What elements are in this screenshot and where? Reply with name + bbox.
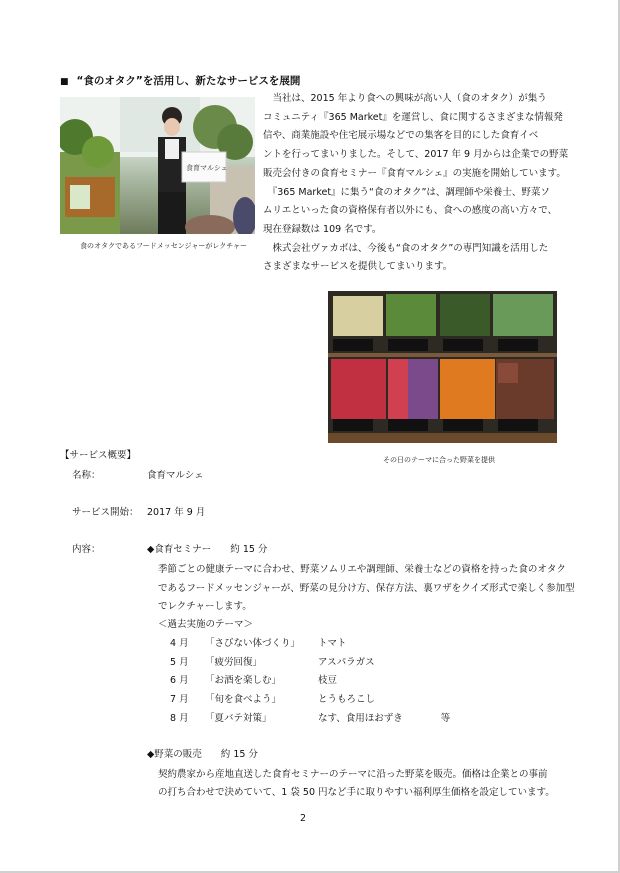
intro-line: 『365 Market』に集う“食のオタク”は、調理師や栄養士、野菜ソ xyxy=(263,186,550,198)
theme-month: 5 月 xyxy=(170,657,189,668)
intro-line: さまざまなサービスを提供してまいります。 xyxy=(263,261,453,273)
presenter-photo-caption: 食のオタクであるフードメッセンジャーがレクチャー xyxy=(80,242,248,250)
intro-line: ントを行ってまいりました。そして、2017 年 9 月からは企業での野菜 xyxy=(263,149,569,161)
seminar-desc-line: であるフードメッセンジャーが、野菜の見分け方、保存方法、裏ワザをクイズ形式で楽しく参加型 xyxy=(158,583,575,594)
theme-vegetable: アスパラガス xyxy=(318,657,375,668)
intro-line: 株式会社ヴァカボは、今後も“食のオタク”の専門知識を活用した xyxy=(263,242,549,254)
theme-month: 6 月 xyxy=(170,675,189,686)
past-themes-label: ＜過去実施のテーマ＞ xyxy=(158,619,254,630)
sales-desc-line: 契約農家から産地直送した食育セミナーのテーマに沿った野菜を販売。価格は企業との事前 xyxy=(158,769,548,780)
service-name-label: 名称： xyxy=(72,470,101,481)
intro-paragraph xyxy=(263,90,568,277)
theme-month: 8 月 xyxy=(170,713,189,724)
service-start-value: 2017 年 9 月 xyxy=(147,507,206,518)
vegetables-photo xyxy=(328,291,557,443)
presenter-photo xyxy=(60,97,255,234)
vegetables-photo-graphic xyxy=(328,291,557,443)
intro-line: 信や、商業施設や住宅展示場などでの集客を目的にした食育イベ xyxy=(263,130,539,142)
intro-line: 現在登録数は 109 名です。 xyxy=(263,223,382,235)
theme-title: 「旬を食べよう」 xyxy=(205,694,282,705)
seminar-desc-line: でレクチャーします。 xyxy=(158,601,252,612)
sales-title: ◆野菜の販売 約 15 分 xyxy=(147,749,258,760)
theme-vegetable: とうもろこし xyxy=(318,694,376,705)
heading-text: “食のオタク”を活用し、新たなサービスを展開 xyxy=(76,75,301,87)
intro-line: 販売会付きの食育セミナー『食育マルシェ』の実施を開始しています。 xyxy=(263,167,566,179)
theme-vegetable: なす、食用ほおずき 等 xyxy=(318,713,451,724)
theme-title: 「夏バテ対策」 xyxy=(205,713,272,724)
seminar-title: ◆食育セミナー 約 15 分 xyxy=(147,544,268,555)
theme-title: 「疲労回復」 xyxy=(205,657,263,668)
intro-line: 当社は、2015 年より食への興味が高い人（食のオタク）が集う xyxy=(263,93,547,104)
theme-title: 「さびない体づくり」 xyxy=(205,638,301,649)
intro-line: ムリエといった食の資格保有者以外にも、食への感度の高い方々で、 xyxy=(263,205,558,217)
service-section-label: 【サービス概要】 xyxy=(60,450,137,461)
presenter-board-text: 食育マルシェ xyxy=(186,164,228,172)
section-heading xyxy=(60,73,300,88)
seminar-desc-line: 季節ごとの健康テーマに合わせ、野菜ソムリエや調理師、栄養士などの資格を持った食のオタク xyxy=(158,564,566,575)
service-content-label: 内容： xyxy=(72,544,101,555)
theme-vegetable: トマト xyxy=(318,638,347,649)
heading-marker: ■ xyxy=(60,77,69,87)
vegetables-photo-caption: その日のテーマに合った野菜を提供 xyxy=(383,456,495,464)
presenter-photo-graphic xyxy=(60,97,255,234)
intro-line: コミュニティ『365 Market』を運営し、食に関するさまざまな情報発 xyxy=(263,111,563,123)
theme-vegetable: 枝豆 xyxy=(318,675,338,686)
service-start-label: サービス開始： xyxy=(72,507,139,518)
service-name-value: 食育マルシェ xyxy=(147,470,204,481)
theme-month: 4 月 xyxy=(170,638,189,649)
page-number: 2 xyxy=(300,813,307,824)
sales-desc-line: の打ち合わせで決めていて、1 袋 50 円など手に取りやすい福利厚生価格を設定しています。 xyxy=(158,787,555,798)
theme-title: 「お酒を楽しむ」 xyxy=(205,675,282,686)
theme-month: 7 月 xyxy=(170,694,189,705)
